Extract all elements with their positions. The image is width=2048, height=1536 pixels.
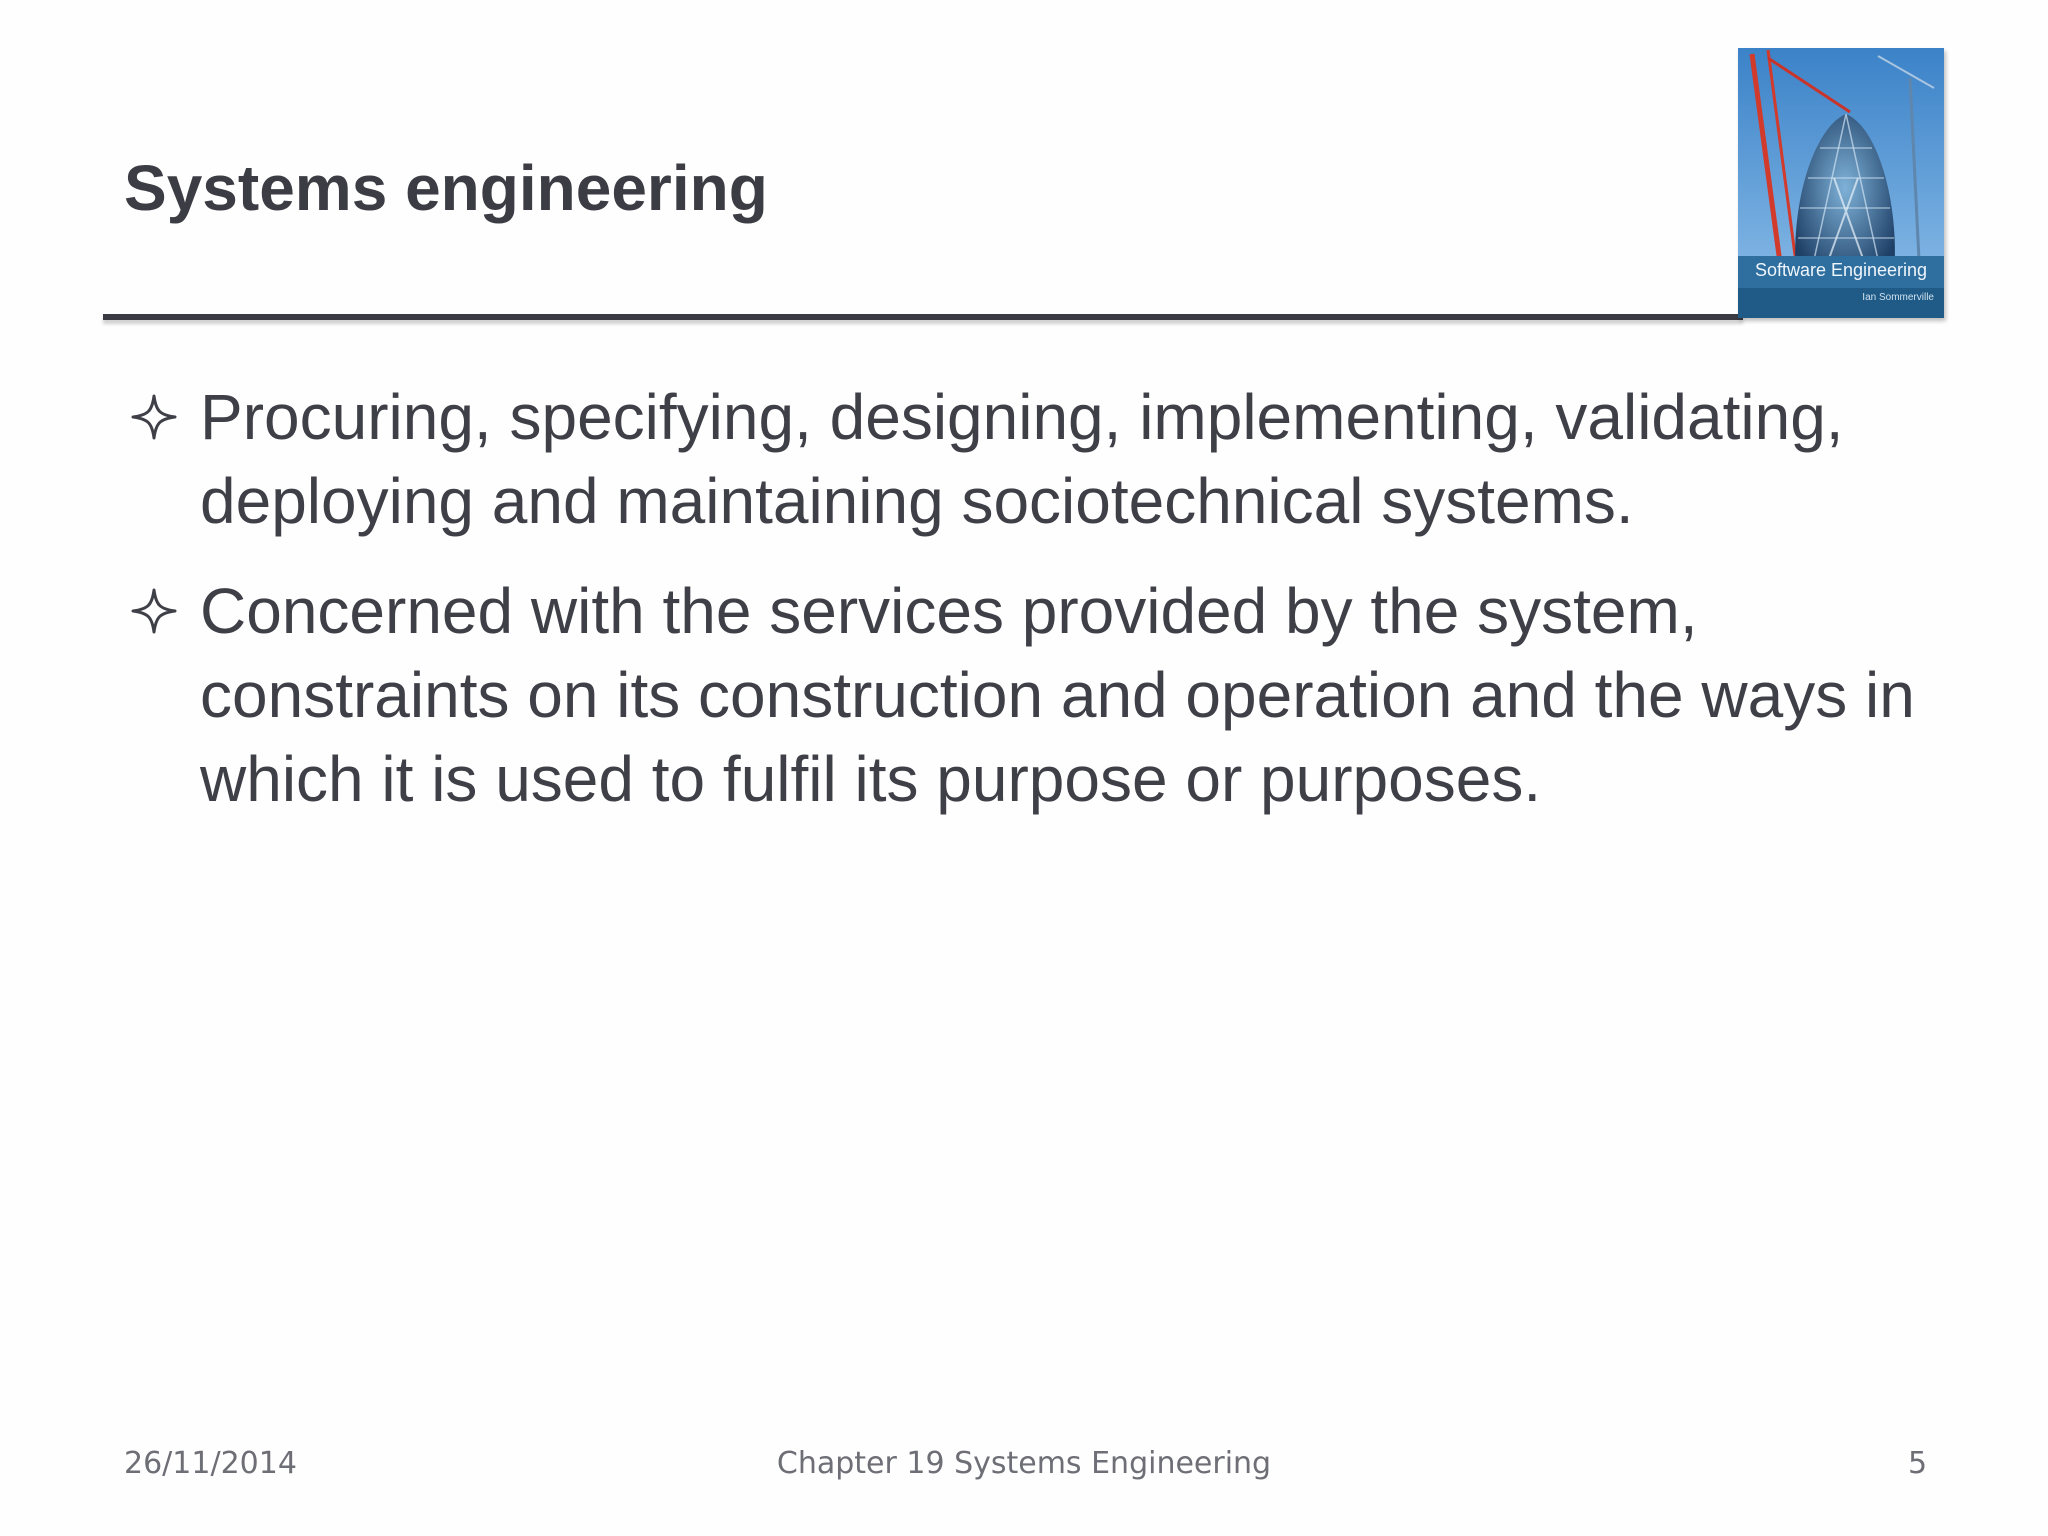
cover-author: Ian Sommerville bbox=[1862, 292, 1934, 303]
footer-chapter: Chapter 19 Systems Engineering bbox=[776, 1446, 1272, 1481]
cover-title: Software Engineering bbox=[1754, 260, 1928, 280]
bullet-text: Concerned with the services provided by the system, constraints on its construction and operation and the ways in which it is used to fulfil its purpose or purposes. bbox=[200, 575, 1915, 815]
four-point-star-outline-icon bbox=[130, 375, 182, 459]
bullet-list bbox=[124, 375, 1924, 847]
title-divider bbox=[103, 314, 1743, 320]
bullet-item bbox=[124, 569, 1924, 821]
bullet-text: Procuring, specifying, designing, implementing, validating, deploying and maintaining sociotechnical systems. bbox=[200, 381, 1844, 537]
slide-number: 5 bbox=[1908, 1446, 1928, 1481]
four-point-star-outline-icon bbox=[130, 569, 182, 653]
book-cover-image bbox=[1738, 48, 1944, 318]
footer-date: 26/11/2014 bbox=[124, 1446, 297, 1481]
slide-title: Systems engineering bbox=[124, 152, 768, 224]
bullet-item bbox=[124, 375, 1924, 543]
